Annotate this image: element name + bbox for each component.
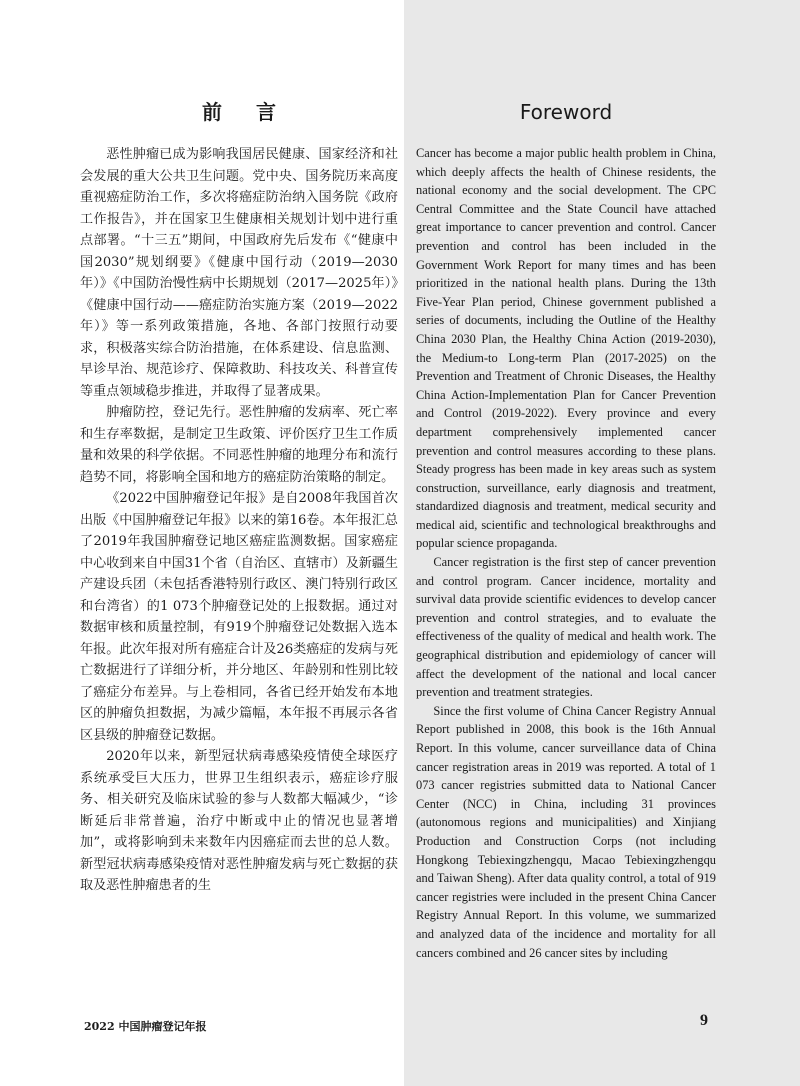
- chinese-paragraph-1: 恶性肿瘤已成为影响我国居民健康、国家经济和社会发展的重大公共卫生问题。党中央、国务院历来高度重视癌症防治工作，多次将癌症防治纳入国务院《政府工作报告》，并在国家卫生健康相关规划计划中进行重点部署。“十三五”期间，中国政府先后发布《“健康中国2030”规划纲要》《健康中国行动（2019—2030年）》《中国防治慢性病中长期规划（2017—2025年）》《健康中国行动——癌症防治实施方案（2019—2022年）》等一系列政策措施，各地、各部门按照行动要求，积极落实综合防治措施，在体系建设、信息监测、早诊早治、规范诊疗、保障救助、科技攻关、科普宣传等重点领域稳步推进，并取得了显著成果。: [80, 147, 398, 399]
- chinese-paragraph-3: 《2022中国肿瘤登记年报》是自2008年我国首次出版《中国肿瘤登记年报》以来的第16卷。本年报汇总了2019年我国肿瘤登记地区癌症监测数据。国家癌症中心收到来自中国31个省（自治区、直辖市）及新疆生产建设兵团（未包括香港特别行政区、澳门特别行政区和台湾省）的1 073个肿瘤登记处的上报数据。通过对数据审核和质量控制，有919个肿瘤登记处数据入选本年报。此次年报对所有癌症合计及26类癌症的发病与死亡数据进行了详细分析，并分地区、年龄别和性别比较了癌症分布差异。与上卷相同，各省已经开始发布本地区的肿瘤负担数据，为减少篇幅，本年报不再展示各省区县级的肿瘤登记数据。: [80, 491, 398, 743]
- english-paragraph-3: Since the first volume of China Cancer Registry Annual Report published in 2008, this book is the 16th Annual Report. In this volume, cancer surveillance data of China cancer registration areas in 2019 was reported. A total of 1 073 cancer registries submitted data to National Cancer Center (NCC) in China, including 31 provinces (autonomous regions and municipalities) and Xinjiang Production and Construction Corps (not including Hongkong Tebiexingzhengqu, Macao Tebiexingzhengqu and Taiwan Sheng). After data quality control, a total of 919 cancer registries were included in the present China Cancer Registry Annual Report. In this volume, we summarized and analyzed data of the incidence and mortality for all cancers combined and 26 cancer sites by including: [416, 703, 716, 960]
- chinese-column: [80, 94, 398, 897]
- english-column: [416, 94, 716, 962]
- chinese-paragraph-2: 肿瘤防控，登记先行。恶性肿瘤的发病率、死亡率和生存率数据，是制定卫生政策、评价医疗卫生工作质量和效果的科学依据。不同恶性肿瘤的地理分布和流行趋势不同，将影响全国和地方的癌症防治策略的制定。: [80, 405, 398, 485]
- chinese-title: 前言: [202, 100, 310, 124]
- page-number: 9: [700, 1012, 708, 1029]
- english-paragraph-2: Cancer registration is the first step of cancer prevention and control program. Cancer incidence, mortality and survival data provide scientific evidences to develop cancer prevention and control strategies, and to evaluate the effectiveness of the quality of medical and health work. The geographical distribution and epidemiology of cancer will affect the development of the national and local cancer prevention and treatment strategies.: [416, 555, 716, 700]
- english-title: Foreword: [519, 100, 613, 124]
- chinese-paragraph-4: 2020年以来，新型冠状病毒感染疫情使全球医疗系统承受巨大压力，世界卫生组织表示，癌症诊疗服务、相关研究及临床试验的参与人数都大幅减少，“诊断延后非常普遍，治疗中断或中止的情况也显著增加”，或将影响到未来数年内因癌症而去世的总人数。新型冠状病毒感染疫情对恶性肿瘤发病与死亡数据的获取及恶性肿瘤患者的生: [80, 749, 398, 893]
- english-paragraph-1: Cancer has become a major public health problem in China, which deeply affects the health of Chinese residents, the national economy and the social development. The CPC Central Committee and the State Council have attached great importance to cancer prevention and control. Cancer prevention and control has been included in the Government Work Report for many times and has been prioritized in the national health plans. During the 13th Five-Year Plan period, Chinese government published a series of documents, including the Outline of the Healthy China 2030 Plan, the Healthy China Action (2019-2030), the Medium-to Long-term Plan (2017-2025) on the Prevention and Treatment of Chronic Diseases, the Healthy China Action-Implementation Plan for Cancer Prevention and Control (2019-2022). Every province and every department comprehensively implemented cancer prevention and control measures according to these plans. Steady progress has been made in key areas such as system construction, surveillance, early diagnosis and treatment, standardized diagnosis and treatment, medical security and medical aid, scientific and technological breakthroughs and popular science propaganda.: [416, 146, 716, 551]
- footer-book-title: 2022 中国肿瘤登记年报: [84, 1020, 207, 1033]
